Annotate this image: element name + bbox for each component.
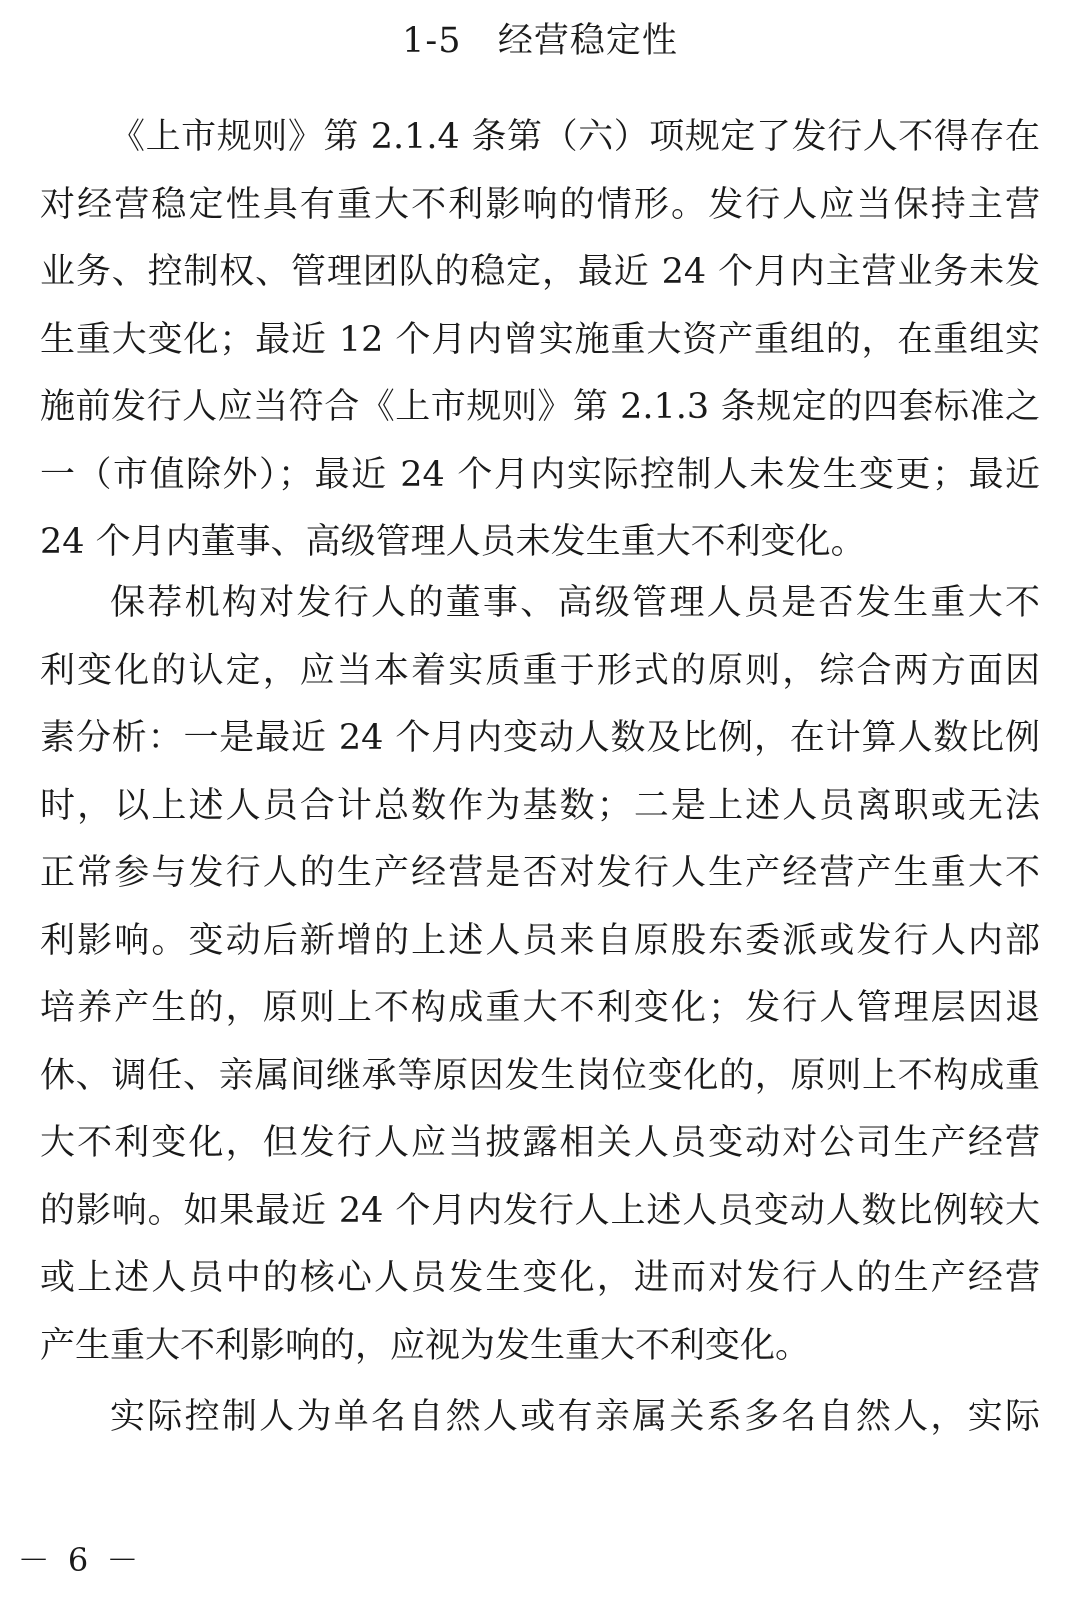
text-line: 一（市值除外）；最近 24 个月内实际控制人未发生变更；最近 xyxy=(40,454,1040,495)
text-line: 《上市规则》第 2.1.4 条第（六）项规定了发行人不得存在 xyxy=(110,117,1040,157)
text-line: 产生重大不利影响的，应视为发生重大不利变化。 xyxy=(40,1325,811,1366)
paragraph-sponsor-assessment xyxy=(40,570,1040,1380)
text-line: 大不利变化，但发行人应当披露相关人员变动对公司生产经营 xyxy=(40,1123,1040,1163)
text-line: 对经营稳定性具有重大不利影响的情形。发行人应当保持主营 xyxy=(40,184,1040,225)
text-line: 利影响。变动后新增的上述人员来自原股东委派或发行人内部 xyxy=(40,920,1040,961)
text-line: 的影响。如果最近 24 个月内发行人上述人员变动人数比例较大 xyxy=(40,1190,1040,1231)
paragraph-actual-controller xyxy=(40,1384,1040,1452)
page-number: － 6 － xyxy=(17,1541,143,1579)
text-line: 利变化的认定，应当本着实质重于形式的原则，综合两方面因 xyxy=(40,650,1040,691)
text-line: 素分析：一是最近 24 个月内变动人数及比例，在计算人数比例 xyxy=(40,718,1040,758)
text-line: 正常参与发行人的生产经营是否对发行人生产经营产生重大不 xyxy=(40,853,1040,893)
section-heading: 1-5 经营稳定性 xyxy=(402,21,678,61)
text-line: 实际控制人为单名自然人或有亲属关系多名自然人，实际 xyxy=(110,1397,1040,1437)
paragraph-listing-rules xyxy=(40,104,1040,577)
text-line: 或上述人员中的核心人员发生变化，进而对发行人的生产经营 xyxy=(40,1258,1040,1298)
text-line: 业务、控制权、管理团队的稳定，最近 24 个月内主营业务未发 xyxy=(40,252,1040,292)
text-line: 培养产生的，原则上不构成重大不利变化；发行人管理层因退 xyxy=(40,988,1040,1028)
text-line: 24 个月内董事、高级管理人员未发生重大不利变化。 xyxy=(40,522,866,562)
text-line: 保荐机构对发行人的董事、高级管理人员是否发生重大不 xyxy=(110,583,1040,623)
text-line: 休、调任、亲属间继承等原因发生岗位变化的，原则上不构成重 xyxy=(40,1055,1040,1096)
text-line: 生重大变化；最近 12 个月内曾实施重大资产重组的，在重组实 xyxy=(40,319,1040,360)
text-line: 时，以上述人员合计总数作为基数；二是上述人员离职或无法 xyxy=(40,785,1040,826)
text-line: 施前发行人应当符合《上市规则》第 2.1.3 条规定的四套标准之 xyxy=(40,387,1040,427)
